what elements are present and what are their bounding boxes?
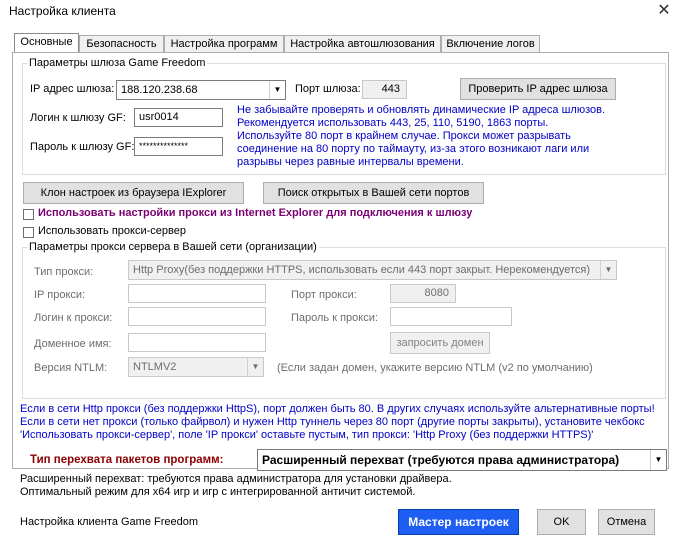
- tab-general[interactable]: Основные: [14, 33, 79, 54]
- intercept-type-value: Расширенный перехват (требуются права администратора): [262, 453, 620, 467]
- proxy-port-field[interactable]: 8080: [390, 284, 456, 303]
- intercept-desc-line: Расширенный перехват: требуются права администратора для установки драйвера.: [20, 473, 452, 485]
- gateway-login-label: Логин к шлюзу GF:: [30, 112, 126, 124]
- tab-programs[interactable]: Настройка программ: [164, 35, 284, 53]
- proxy-note-line: Если в сети нет прокси (только файрвол) и нужен Http туннель через 80 порт (другие порты закрыты), установите чекбокс: [20, 416, 645, 428]
- proxy-login-label: Логин к прокси:: [34, 312, 113, 324]
- chevron-down-icon: ▼: [650, 450, 666, 470]
- clone-ie-settings-button[interactable]: Клон настроек из браузера IExplorer: [23, 182, 244, 204]
- settings-wizard-button[interactable]: Мастер настроек: [398, 509, 519, 535]
- proxy-login-field[interactable]: [128, 307, 266, 326]
- proxy-group-legend: Параметры прокси сервера в Вашей сети (организации): [29, 241, 317, 253]
- proxy-type-value: Http Proxy(без поддержки HTTPS, использовать если 443 порт закрыт. Нерекомендуется): [133, 264, 590, 276]
- tab-security[interactable]: Безопасность: [79, 35, 164, 53]
- use-proxy-label[interactable]: Использовать прокси-сервер: [38, 225, 186, 237]
- gateway-port-label: Порт шлюза:: [295, 83, 361, 95]
- proxy-password-field[interactable]: [390, 307, 512, 326]
- intercept-desc: [20, 473, 452, 499]
- tab-logs[interactable]: Включение логов: [441, 35, 540, 53]
- close-icon[interactable]: ✕: [657, 2, 671, 19]
- window-title: Настройка клиента: [9, 4, 116, 18]
- tab-autogateway[interactable]: Настройка автошлюзования: [284, 35, 441, 53]
- intercept-type-select[interactable]: [257, 449, 667, 471]
- gateway-group-legend: Параметры шлюза Game Freedom: [29, 57, 206, 69]
- gateway-password-label: Пароль к шлюзу GF:: [30, 141, 135, 153]
- gateway-password-field[interactable]: **************: [134, 137, 223, 156]
- request-domain-button[interactable]: запросить домен: [390, 332, 490, 354]
- use-ie-proxy-label[interactable]: Использовать настройки прокси из Internet Explorer для подключения к шлюзу: [38, 207, 473, 219]
- gateway-ip-select[interactable]: [116, 80, 286, 100]
- chevron-down-icon: ▼: [269, 81, 285, 99]
- proxy-ip-label: IP прокси:: [34, 289, 86, 301]
- search-open-ports-button[interactable]: Поиск открытых в Вашей сети портов: [263, 182, 484, 204]
- gateway-info-line: Рекомендуется использовать 443, 25, 110, 5190, 1863 порты.: [237, 117, 549, 129]
- ntlm-version-select[interactable]: [128, 357, 264, 377]
- gateway-login-field[interactable]: usr0014: [134, 108, 223, 127]
- use-proxy-checkbox[interactable]: [23, 227, 34, 238]
- intercept-type-label: Тип перехвата пакетов программ:: [30, 454, 224, 466]
- ok-button[interactable]: OK: [537, 509, 586, 535]
- proxy-domain-field[interactable]: [128, 333, 266, 352]
- use-ie-proxy-checkbox[interactable]: [23, 209, 34, 220]
- proxy-type-label: Тип прокси:: [34, 266, 94, 278]
- ntlm-hint: (Если задан домен, укажите версию NTLM (v2 по умолчанию): [277, 362, 593, 374]
- gateway-info-line: Используйте 80 порт в крайнем случае. Прокси может разрывать: [237, 130, 571, 142]
- ntlm-version-label: Версия NTLM:: [34, 362, 108, 374]
- intercept-desc-line: Оптимальный режим для x64 игр и игр с интегрированной античит системой.: [20, 486, 416, 498]
- proxy-type-select[interactable]: [128, 260, 617, 280]
- gateway-ip-label: IP адрес шлюза:: [30, 83, 115, 95]
- proxy-notes: [20, 403, 655, 442]
- proxy-domain-label: Доменное имя:: [34, 338, 112, 350]
- gateway-info: [237, 104, 605, 169]
- check-gateway-button[interactable]: Проверить IP адрес шлюза: [460, 78, 616, 100]
- proxy-port-label: Порт прокси:: [291, 289, 357, 301]
- chevron-down-icon: ▼: [600, 261, 616, 279]
- gateway-info-line: разрывы через равные интервалы времени.: [237, 156, 464, 168]
- proxy-password-label: Пароль к прокси:: [291, 312, 378, 324]
- gateway-port-field[interactable]: 443: [362, 80, 407, 99]
- gateway-info-line: соединение на 80 порту по таймауту, из-за этого возникают лаги или: [237, 143, 590, 155]
- proxy-note-line: Если в сети Http прокси (без поддержки HttpS), порт должен быть 80. В других случаях используйте альтернативные порты!: [20, 403, 655, 415]
- ntlm-version-value: NTLMV2: [133, 361, 177, 373]
- chevron-down-icon: ▼: [247, 358, 263, 376]
- gateway-info-line: Не забывайте проверять и обновлять динамические IP адреса шлюзов.: [237, 104, 606, 116]
- proxy-ip-field[interactable]: [128, 284, 266, 303]
- footer-caption: Настройка клиента Game Freedom: [20, 516, 199, 528]
- cancel-button[interactable]: Отмена: [598, 509, 655, 535]
- proxy-note-line: 'Использовать прокси-сервер', поле 'IP прокси' оставьте пустым, тип прокси: 'Http Proxy (без поддержки HTTPS)': [20, 429, 594, 441]
- gateway-ip-value: 188.120.238.68: [121, 84, 198, 96]
